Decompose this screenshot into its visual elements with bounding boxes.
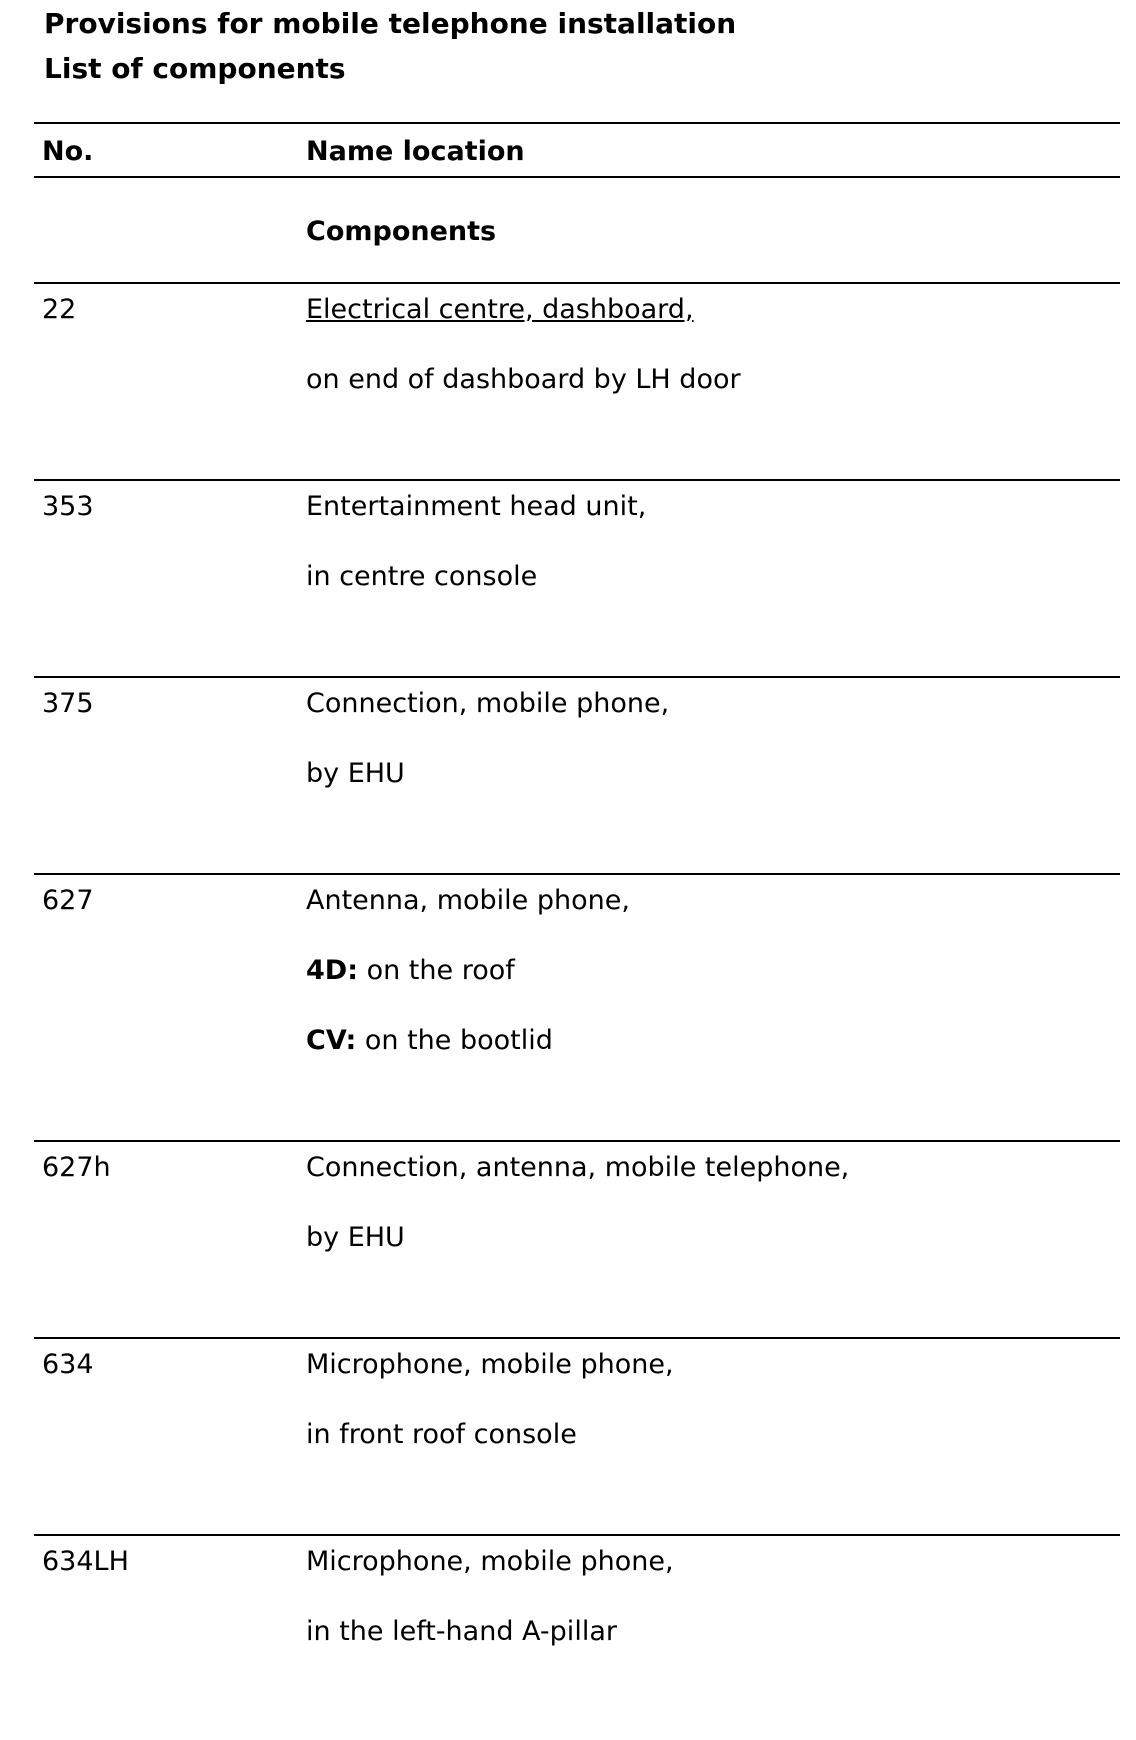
component-name: Microphone, mobile phone, <box>306 1546 674 1577</box>
section-heading: Components <box>306 216 497 247</box>
component-number: 353 <box>42 491 94 522</box>
variant-label: 4D: <box>306 955 358 986</box>
document-title: Provisions for mobile telephone installation <box>44 7 737 40</box>
variant-location: on the bootlid <box>356 1025 553 1056</box>
component-number: 22 <box>42 294 77 325</box>
component-number: 634LH <box>42 1546 129 1577</box>
variant-label: CV: <box>306 1025 357 1056</box>
component-number: 634 <box>42 1349 94 1380</box>
component-name: Connection, mobile phone, <box>306 688 670 719</box>
component-name: Antenna, mobile phone, <box>306 885 630 916</box>
header-name-location: Name location <box>306 136 525 167</box>
component-name: Microphone, mobile phone, <box>306 1349 674 1380</box>
component-name: Connection, antenna, mobile telephone, <box>306 1152 850 1183</box>
component-number: 375 <box>42 688 94 719</box>
component-name: Entertainment head unit, <box>306 491 647 522</box>
component-location: by EHU <box>306 1222 405 1253</box>
component-location-variant <box>306 954 515 988</box>
document-subtitle: List of components <box>44 52 346 85</box>
component-location: in front roof console <box>306 1419 577 1450</box>
component-name: Electrical centre, dashboard, <box>306 294 694 325</box>
component-number: 627 <box>42 885 94 916</box>
table-top-rule <box>34 122 1120 124</box>
row-divider <box>34 676 1120 678</box>
row-divider <box>34 1140 1120 1142</box>
row-divider <box>34 1337 1120 1339</box>
row-divider <box>34 1534 1120 1536</box>
component-location: by EHU <box>306 758 405 789</box>
component-location: on end of dashboard by LH door <box>306 364 741 395</box>
row-divider <box>34 873 1120 875</box>
component-location: in centre console <box>306 561 538 592</box>
header-rule <box>34 176 1120 178</box>
row-divider <box>34 282 1120 284</box>
variant-location: on the roof <box>358 955 515 986</box>
component-location-variant <box>306 1024 553 1058</box>
header-number: No. <box>42 136 94 167</box>
component-number: 627h <box>42 1152 111 1183</box>
component-location: in the left-hand A-pillar <box>306 1616 617 1647</box>
row-divider <box>34 479 1120 481</box>
